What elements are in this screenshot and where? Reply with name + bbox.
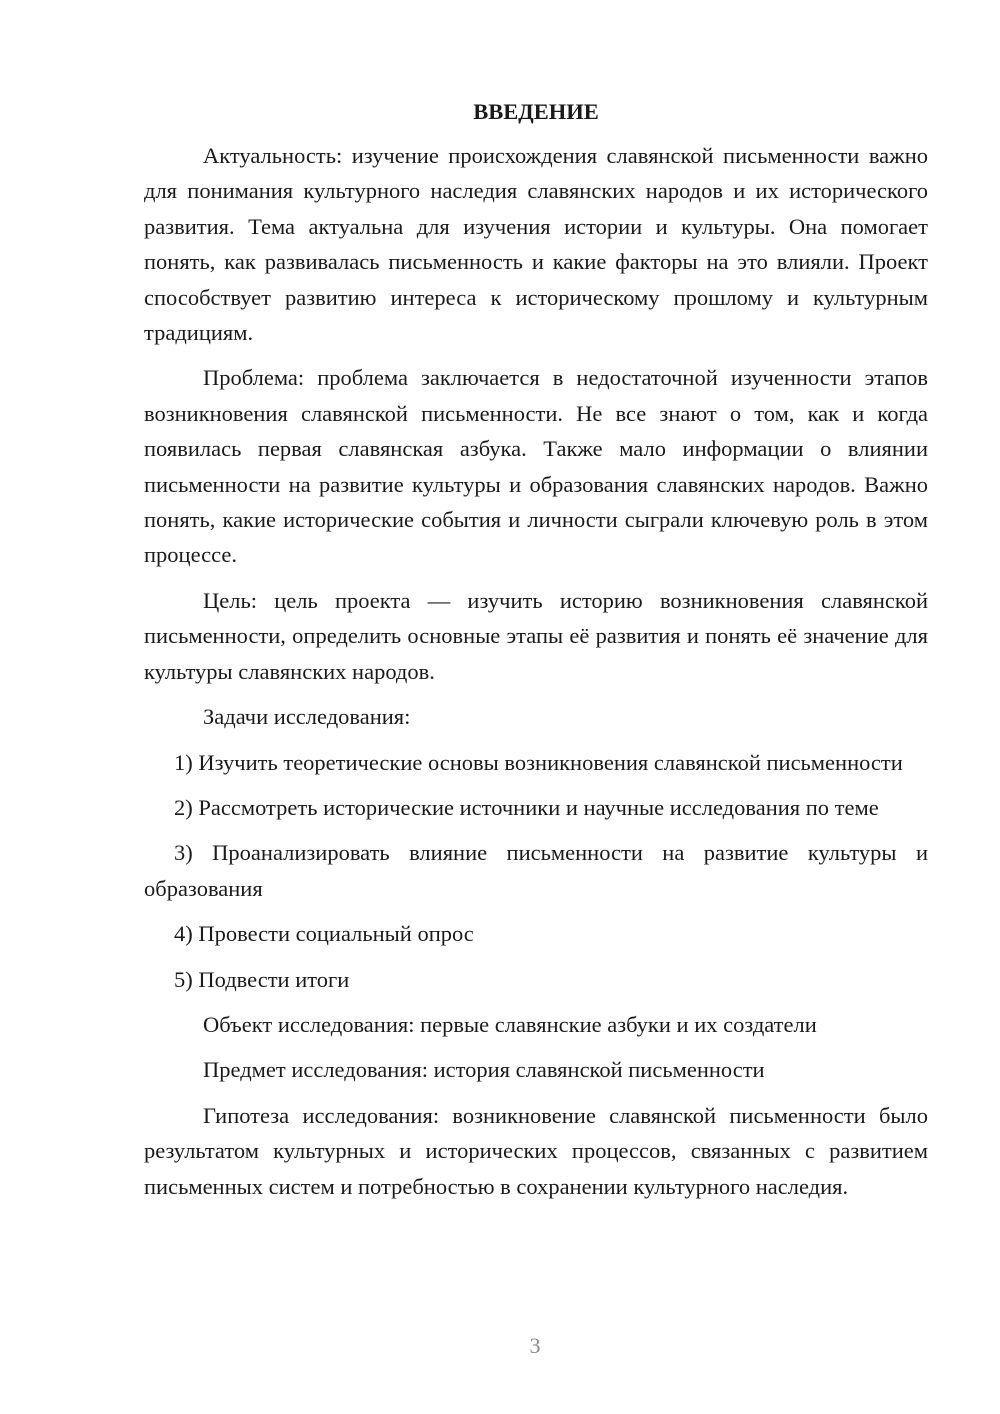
task-item-5: 5) Подвести итоги bbox=[174, 966, 350, 992]
section-title: ВВЕДЕНИЕ bbox=[473, 99, 599, 124]
task-item-2: 2) Рассмотреть исторические источники и научные исследования по теме bbox=[174, 794, 879, 820]
paragraph-hypothesis: Гипотеза исследования: возникновение славянской письменности было результатом культурных и исторических процессов, связанных с развитием письменных систем и потребностью в сохранении культурного наследия. bbox=[144, 1102, 928, 1199]
document-page bbox=[144, 95, 928, 1214]
paragraph-goal: Цель: цель проекта — изучить историю возникновения славянской письменности, определить основные этапы её развития и понять её значение для культуры славянских народов. bbox=[144, 587, 928, 684]
task-item-1: 1) Изучить теоретические основы возникновения славянской письменности bbox=[174, 749, 903, 775]
page-number: 3 bbox=[529, 1333, 541, 1358]
task-item-4: 4) Провести социальный опрос bbox=[174, 921, 474, 947]
task-item-3: 3) Проанализировать влияние письменности на развитие культуры и образования bbox=[144, 840, 928, 901]
paragraph-problem: Проблема: проблема заключается в недостаточной изученности этапов возникновения славянской письменности. Не все знают о том, как и когда появилась первая славянская азбука. Также мало информации о влиянии письменности на развитие культуры и образования славянских народов. Важно понять, какие исторические события и личности сыграли ключевую роль в этом процессе. bbox=[144, 365, 928, 568]
paragraph-subject: Предмет исследования: история славянской письменности bbox=[203, 1057, 765, 1083]
paragraph-tasks-heading: Задачи исследования: bbox=[203, 704, 411, 730]
paragraph-object: Объект исследования: первые славянские азбуки и их создатели bbox=[203, 1011, 817, 1037]
paragraph-relevance: Актуальность: изучение происхождения славянской письменности важно для понимания культурного наследия славянских народов и их исторического развития. Тема актуальна для изучения истории и культуры. Она помогает понять, как развивалась письменность и какие факторы на это влияли. Проект способствует развитию интереса к историческому прошлому и культурным традициям. bbox=[144, 143, 928, 346]
